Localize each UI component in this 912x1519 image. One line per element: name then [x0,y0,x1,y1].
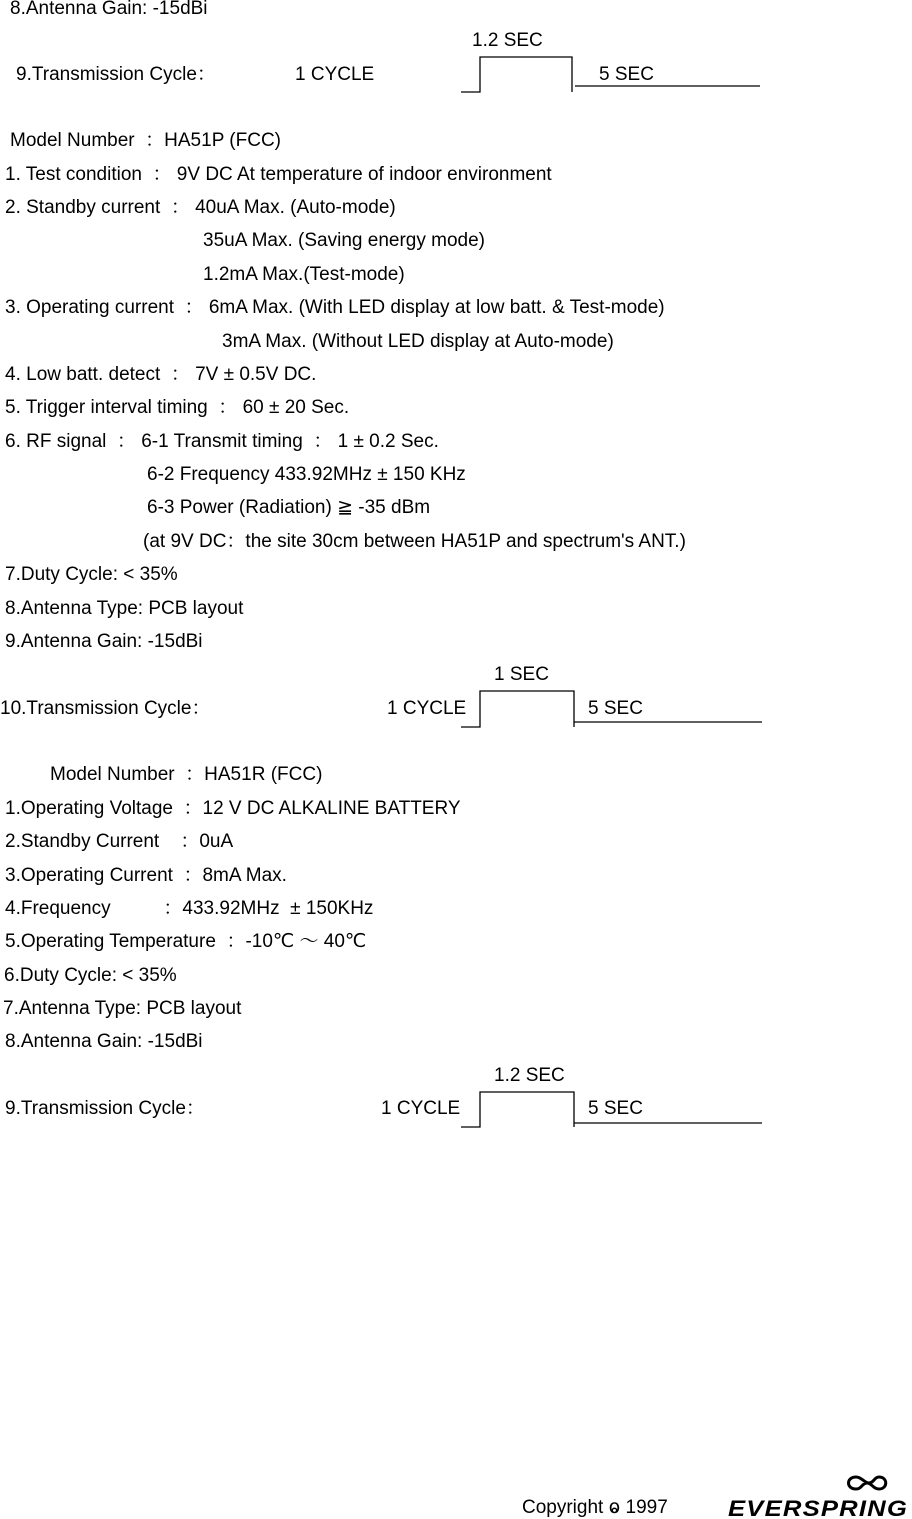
ha51r-cycle-label: 1 CYCLE [381,1098,461,1119]
ha51r-operating-temperature: 5.Operating Temperature ：-10℃ ～ 40℃ [5,931,367,952]
ha51p-test-condition: 1. Test condition ： 9V DC At temperature of indoor environment [5,164,552,185]
ha51r-model-number: Model Number ：HA51R (FCC) [50,764,323,785]
ha51r-duty-cycle: 6.Duty Cycle: < 35% [4,965,177,986]
ha51p-standby-current: 2. Standby current ： 40uA Max. (Auto-mode) [5,197,396,218]
ha51r-operating-current: 3.Operating Current ：8mA Max. [5,865,287,886]
ha51p-cycle-label: 1 CYCLE [387,698,467,719]
ha51p-transmission-cycle-label: 10.Transmission Cycle： [0,698,211,719]
ha51p-standby-test: 1.2mA Max.(Test-mode) [203,264,405,285]
copyright-notice: Copyright ⱺ 1997 [522,1497,668,1518]
ha51r-standby-current: 2.Standby Current ：0uA [5,831,234,852]
ha51p-low-batt: 4. Low batt. detect ： 7V ± 0.5V DC. [5,364,317,385]
ha51p-rf-note: (at 9V DC：the site 30cm between HA51P and spectrum's ANT.) [143,531,686,552]
pulse-width-label: 1.2 SEC [472,30,543,51]
ha51p-operating-current: 3. Operating current ： 6mA Max. (With LED display at low batt. & Test-mode) [5,297,665,318]
everspring-swirl-icon [849,1477,886,1489]
ha51r-operating-voltage: 1.Operating Voltage ：12 V DC ALKALINE BATTERY [5,798,461,819]
period-label: 5 SEC [599,64,654,85]
ha51p-standby-saving: 35uA Max. (Saving energy mode) [203,230,485,251]
ha51r-antenna-gain: 8.Antenna Gain: -15dBi [5,1031,203,1052]
ha51p-rf-power: 6-3 Power (Radiation) ≧ -35 dBm [147,497,431,518]
ha51p-model-number: Model Number ：HA51P (FCC) [10,130,282,151]
ha51r-period-label: 5 SEC [588,1098,643,1119]
ha51p-trigger-interval: 5. Trigger interval timing ： 60 ± 20 Sec. [5,397,350,418]
ha51r-transmission-cycle-label: 9.Transmission Cycle： [5,1098,205,1119]
ha51p-antenna-gain: 9.Antenna Gain: -15dBi [5,631,203,652]
ha51r-antenna-type: 7.Antenna Type: PCB layout [3,998,242,1019]
ha51p-rf-frequency: 6-2 Frequency 433.92MHz ± 150 KHz [147,464,466,485]
ha51p-rf-signal: 6. RF signal ： 6-1 Transmit timing ： 1 ± 0.2 Sec. [5,431,439,452]
everspring-logo [728,1474,910,1518]
cycle-label: 1 CYCLE [295,64,375,85]
ha51p-antenna-type: 8.Antenna Type: PCB layout [5,598,244,619]
ha51p-period-label: 5 SEC [588,698,643,719]
ha51p-operating-auto: 3mA Max. (Without LED display at Auto-mode) [222,331,614,352]
ha51p-pulse-width-label: 1 SEC [494,664,549,685]
ha51r-pulse-width-label: 1.2 SEC [494,1065,565,1086]
ha51p-duty-cycle: 7.Duty Cycle: < 35% [5,564,178,585]
transmission-cycle-label: 9.Transmission Cycle： [16,64,216,85]
antenna-gain-line: 8.Antenna Gain: -15dBi [10,0,208,19]
everspring-logo-text: EVERSPRING [728,1496,908,1518]
ha51r-frequency: 4.Frequency ：433.92MHz ± 150KHz [5,898,374,919]
